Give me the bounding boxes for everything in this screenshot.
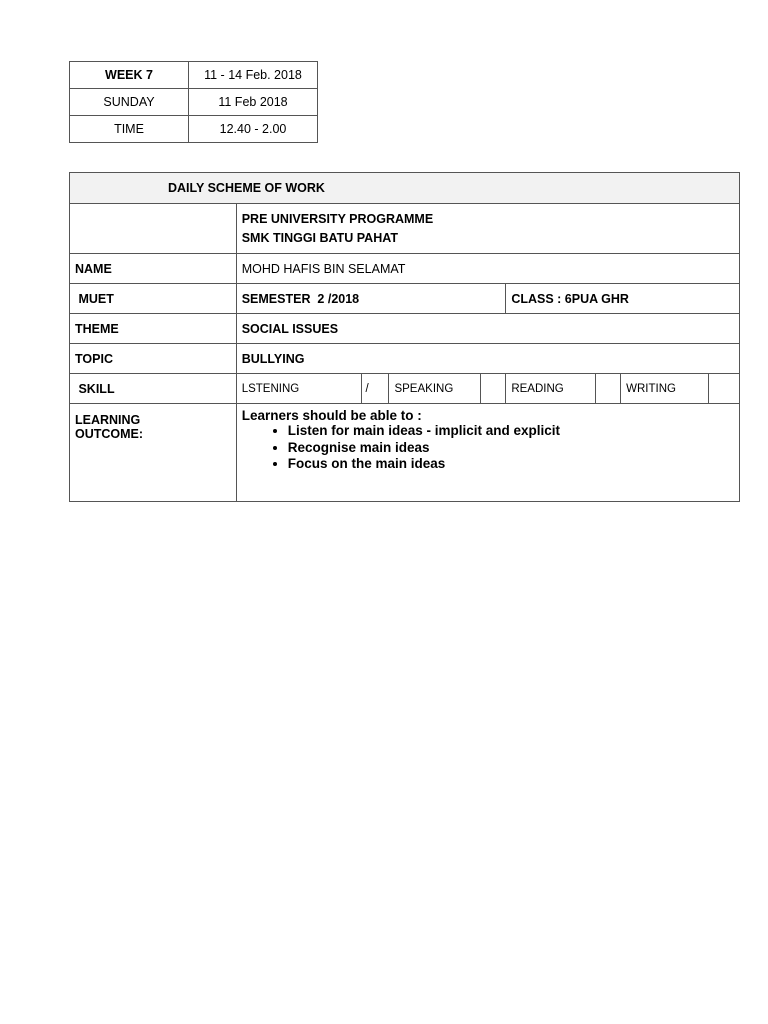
schedule-week-row bbox=[70, 62, 318, 89]
skill-label: SKILL bbox=[70, 374, 237, 404]
time-label: TIME bbox=[70, 116, 189, 143]
skill-speaking: SPEAKING bbox=[389, 374, 481, 404]
scheme-title: DAILY SCHEME OF WORK bbox=[70, 173, 740, 204]
skill-row bbox=[70, 374, 740, 404]
skill-writing: WRITING bbox=[621, 374, 709, 404]
skill-listening-mark: / bbox=[361, 374, 389, 404]
programme-line-2: SMK TINGGI BATU PAHAT bbox=[241, 231, 398, 245]
learning-outcome-list bbox=[242, 423, 739, 473]
learning-outcome-intro: Learners should be able to : bbox=[241, 408, 422, 423]
skill-speaking-mark bbox=[481, 374, 506, 404]
class-value: CLASS : 6PUA GHR bbox=[506, 284, 740, 314]
time-value: 12.40 - 2.00 bbox=[189, 116, 318, 143]
list-item: • Recognise main ideas bbox=[288, 440, 739, 457]
semester-row bbox=[70, 284, 740, 314]
name-label: NAME bbox=[70, 254, 237, 284]
topic-label: TOPIC bbox=[70, 344, 237, 374]
programme-row bbox=[70, 204, 740, 254]
learning-outcome-row bbox=[70, 404, 740, 502]
list-item: • Listen for main ideas - implicit and explicit bbox=[288, 423, 739, 440]
programme-label-cell bbox=[70, 204, 237, 254]
skill-writing-mark bbox=[709, 374, 740, 404]
skill-reading-mark bbox=[596, 374, 621, 404]
semester-value: SEMESTER 2 /2018 bbox=[236, 284, 506, 314]
subject-label: MUET bbox=[70, 284, 237, 314]
name-row bbox=[70, 254, 740, 284]
schedule-time-row bbox=[70, 116, 318, 143]
week-value: 11 - 14 Feb. 2018 bbox=[189, 62, 318, 89]
skill-reading: READING bbox=[506, 374, 596, 404]
topic-value: BULLYING bbox=[236, 344, 739, 374]
learning-outcome-label bbox=[70, 404, 237, 502]
skill-listening: LSTENING bbox=[236, 374, 361, 404]
learning-outcome-label-line-2: OUTCOME: bbox=[75, 427, 144, 441]
week-label: WEEK 7 bbox=[70, 62, 189, 89]
programme-cell bbox=[236, 204, 739, 254]
scheme-header-row bbox=[70, 173, 740, 204]
theme-row bbox=[70, 314, 740, 344]
day-label: SUNDAY bbox=[70, 89, 189, 116]
theme-value: SOCIAL ISSUES bbox=[236, 314, 739, 344]
list-item: • Focus on the main ideas bbox=[288, 456, 739, 473]
schedule-day-row bbox=[70, 89, 318, 116]
learning-outcome-label-line-1: LEARNING bbox=[75, 413, 141, 427]
programme-line-1: PRE UNIVERSITY PROGRAMME bbox=[241, 212, 434, 226]
theme-label: THEME bbox=[70, 314, 237, 344]
scheme-of-work-table bbox=[69, 172, 740, 502]
day-value: 11 Feb 2018 bbox=[189, 89, 318, 116]
topic-row bbox=[70, 344, 740, 374]
learning-outcome-content bbox=[236, 404, 739, 502]
name-value: MOHD HAFIS BIN SELAMAT bbox=[236, 254, 739, 284]
schedule-table bbox=[69, 61, 318, 143]
